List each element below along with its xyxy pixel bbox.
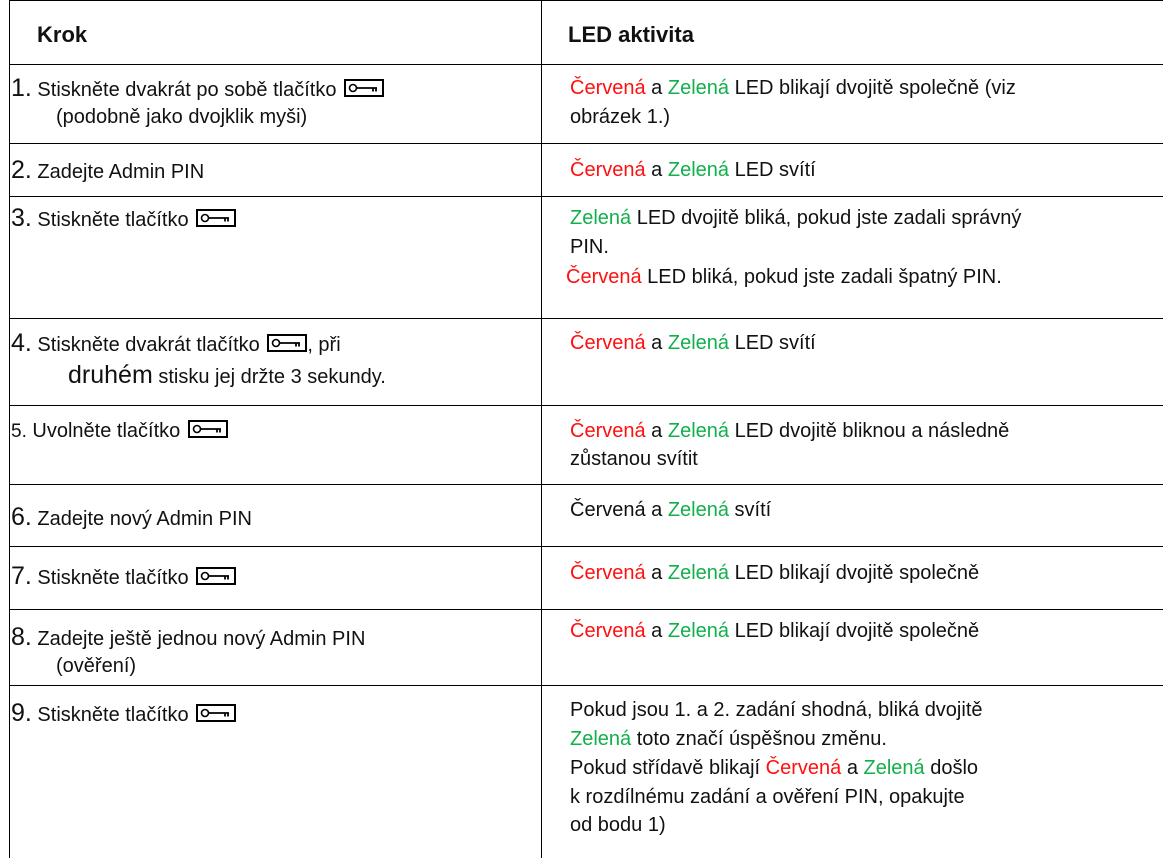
key-icon (196, 209, 236, 227)
led-row-7: Červená a Zelená LED blikají dvojitě společně (570, 562, 980, 584)
table-border-top (9, 0, 1163, 1)
step-row-1: 1. Stiskněte dvakrát po sobě tlačítko (11, 75, 384, 104)
led-row-1: Červená a Zelená LED blikají dvojitě společně (viz (570, 77, 1016, 99)
led-row-9-line-3: Pokud střídavě blikají Červená a Zelená došlo (570, 757, 979, 779)
key-icon (196, 704, 236, 722)
step-row-5: 5. Uvolněte tlačítko (11, 418, 228, 445)
led-row-4: Červená a Zelená LED svítí (570, 332, 816, 354)
led-row-3-line-3: Červená LED bliká, pokud jste zadali špatný PIN. (566, 266, 1002, 288)
led-row-3: Zelená LED dvojitě bliká, pokud jste zadali správný (570, 207, 1022, 229)
step-row-4-line-2: druhém stisku jej držte 3 sekundy. (68, 361, 386, 389)
header-led-activity: LED aktivita (568, 22, 694, 47)
column-divider (541, 0, 542, 858)
led-row-9-line-4: k rozdílnému zadání a ověření PIN, opakujte (570, 786, 965, 808)
led-row-6: Červená a Zelená svítí (570, 499, 772, 521)
step-row-6: 6. Zadejte nový Admin PIN (11, 503, 252, 531)
led-row-9-line-5: od bodu 1) (570, 814, 666, 836)
row-divider (9, 546, 1163, 547)
row-divider (9, 685, 1163, 686)
row-divider (9, 64, 1163, 65)
step-row-7: 7. Stiskněte tlačítko (11, 563, 236, 592)
row-divider (9, 405, 1163, 406)
table-border-left (9, 0, 10, 858)
step-row-9: 9. Stiskněte tlačítko (11, 700, 236, 729)
led-row-9-line-1: Pokud jsou 1. a 2. zadání shodná, bliká dvojitě (570, 699, 983, 721)
step-row-8: 8. Zadejte ještě jednou nový Admin PIN (11, 623, 366, 651)
key-icon (196, 567, 236, 585)
header-step: Krok (37, 22, 88, 47)
led-row-5: Červená a Zelená LED dvojitě bliknou a následně (570, 420, 1010, 442)
step-row-1-line-2: (podobně jako dvojklik myši) (56, 106, 308, 128)
key-icon (344, 79, 384, 97)
step-row-3: 3. Stiskněte tlačítko (11, 205, 236, 234)
step-row-2: 2. Zadejte Admin PIN (11, 156, 205, 184)
led-row-1-line-2: obrázek 1.) (570, 106, 671, 128)
key-icon (188, 420, 228, 438)
key-icon (267, 334, 307, 352)
led-row-2: Červená a Zelená LED svítí (570, 159, 816, 181)
row-divider (9, 609, 1163, 610)
led-row-8: Červená a Zelená LED blikají dvojitě společně (570, 620, 980, 642)
led-row-3-line-2: PIN. (570, 236, 609, 258)
led-row-5-line-2: zůstanou svítit (570, 448, 698, 470)
step-row-4: 4. Stiskněte dvakrát tlačítko , při (11, 329, 341, 357)
led-row-9-line-2: Zelená toto značí úspěšnou změnu. (570, 728, 887, 750)
step-row-8-line-2: (ověření) (56, 655, 137, 677)
row-divider (9, 484, 1163, 485)
row-divider (9, 143, 1163, 144)
row-divider (9, 196, 1163, 197)
row-divider (9, 318, 1163, 319)
